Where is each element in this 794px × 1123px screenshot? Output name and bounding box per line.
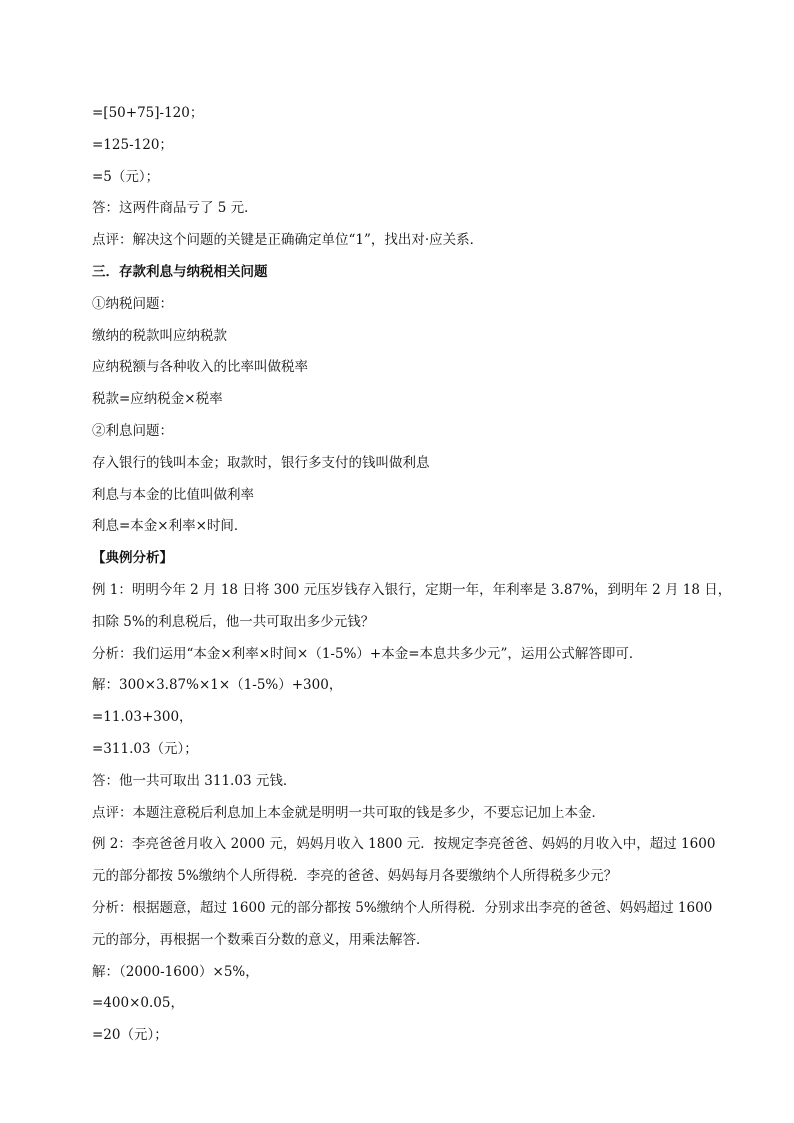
subheading-tax: ①纳税问题：	[92, 295, 173, 312]
equation-line: =5（元）；	[92, 168, 160, 185]
example-heading: 【典例分析】	[92, 550, 173, 567]
subheading-interest: ②利息问题：	[92, 422, 173, 439]
analysis-line-cont: 元的部分，再根据一个数乘百分数的意义，用乘法解答．	[92, 931, 430, 948]
equation-line: =[50+75]-120；	[92, 105, 204, 121]
equation-line: =20（元）；	[92, 1027, 168, 1044]
example-2-question: 例 2：李亮爸爸月收入 2000 元，妈妈月收入 1800 元．按规定李亮爸爸、妈妈的月收入中，超过 1600	[92, 836, 716, 853]
equation-line: =125-120；	[92, 136, 173, 153]
definition-line: 存入银行的钱叫本金；取款时，银行多支付的钱叫做利息	[92, 454, 430, 471]
definition-line: 利息与本金的比值叫做利率	[92, 486, 254, 503]
analysis-line: 分析：我们运用“本金×利率×时间×（1-5%）+本金=本息共多少元”，运用公式解答即可．	[92, 645, 643, 662]
formula-line: 利息=本金×利率×时间．	[92, 518, 248, 535]
document-body	[92, 98, 732, 1052]
answer-line: 答：他一共可取出 311.03 元钱．	[92, 772, 297, 789]
definition-line: 应纳税额与各种收入的比率叫做税率	[92, 359, 308, 376]
equation-line: =11.03+300，	[92, 709, 193, 726]
solution-line: 解：（2000-1600）×5%，	[92, 963, 259, 980]
comment-line: 点评：解决这个问题的关键是正确确定单位“1”，找出对·应关系．	[92, 232, 484, 249]
definition-line: 缴纳的税款叫应纳税款	[92, 327, 227, 344]
analysis-line: 分析：根据题意，超过 1600 元的部分都按 5%缴纳个人所得税．分别求出李亮的爸爸、妈妈超过 1600	[92, 899, 713, 916]
equation-line: =400×0.05，	[92, 995, 184, 1012]
equation-line: =311.03（元）；	[92, 740, 198, 757]
section-heading: 三．存款利息与纳税相关问题	[92, 263, 268, 280]
solution-line: 解：300×3.87%×1×（1-5%）+300，	[92, 677, 343, 694]
formula-line: 税款=应纳税金×税率	[92, 391, 223, 408]
example-1-question: 例 1：明明今年 2 月 18 日将 300 元压岁钱存入银行，定期一年，年利率是 3.87%，到明年 2 月 18 日，	[92, 581, 732, 598]
answer-line: 答：这两件商品亏了 5 元．	[92, 200, 258, 217]
example-2-question-cont: 元的部分都按 5%缴纳个人所得税．李亮的爸爸、妈妈每月各要缴纳个人所得税多少元？	[92, 868, 618, 885]
example-1-question-cont: 扣除 5%的利息税后，他一共可取出多少元钱？	[92, 613, 375, 630]
comment-line: 点评：本题注意税后利息加上本金就是明明一共可取的钱是多少，不要忘记加上本金．	[92, 804, 605, 821]
